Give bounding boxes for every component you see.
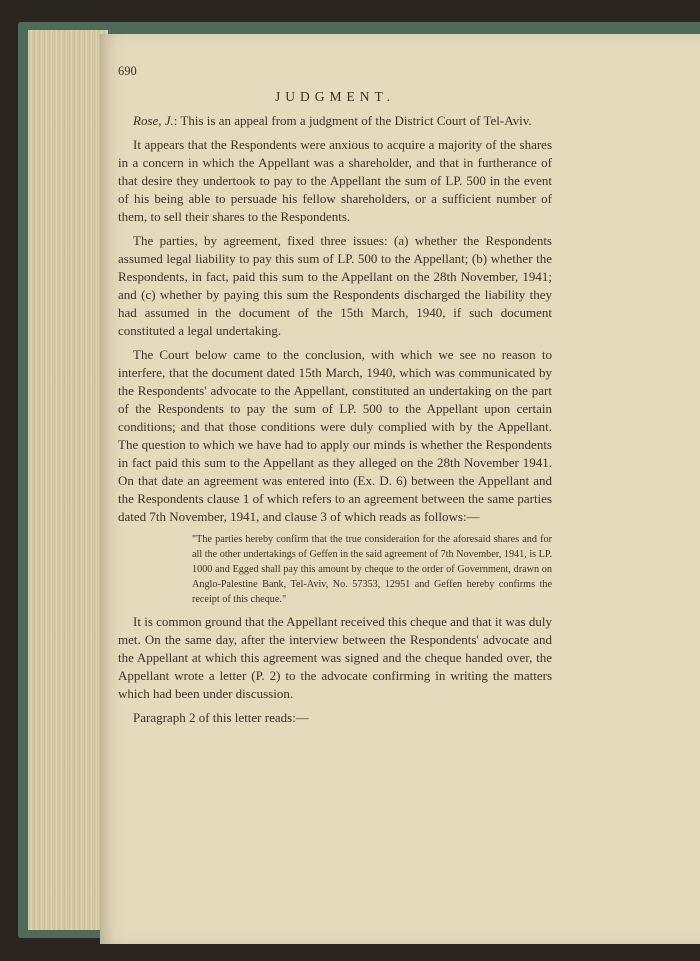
page-number: 690 xyxy=(118,64,137,78)
judge-name: Rose, J. xyxy=(133,113,174,128)
paragraph-5: It is common ground that the Appellant received this cheque and that it was duly met. On the same day, after the interview between the Respondents' advocate and the Appellant at which this agreement was signed and the cheque handed over, the Appellant wrote a letter (P. 2) to the advocate confirming in writing the matters which had been under discussion. xyxy=(118,614,552,701)
paragraph-3: The parties, by agreement, fixed three issues: (a) whether the Respondents assumed legal liability to pay this sum of LP. 500 to the Appellant; (b) whether the Respondents, in fact, paid this sum to the Appellant on the 28th November, 1941; and (c) whether by paying this sum the Respondents discharged the liability they had assumed in the document of the 15th March, 1940, if such document constituted a legal undertaking. xyxy=(118,233,552,338)
page-content xyxy=(118,62,552,733)
quoted-clause: "The parties hereby confirm that the true consideration for the aforesaid shares and for all the other undertakings of Geffen in the said agreement of 7th November, 1941, is LP. 1000 and Egged shall pay this amount by cheque to the order of Government, drawn on Anglo-Palestine Bank, Tel-Aviv, No. 57353, 12951 and Geffen hereby confirms the receipt of this cheque." xyxy=(192,534,552,605)
page-edges xyxy=(28,30,108,930)
paragraph-2: It appears that the Respondents were anxious to acquire a majority of the shares in a concern in which the Appellant was a shareholder, and that in furtherance of that desire they undertook to pay to the Appellant the sum of LP. 500 in the event of his being able to persuade his fellow shareholders, or a sufficient number of them, to sell their shares to the Respondents. xyxy=(118,137,552,224)
page-heading: JUDGMENT. xyxy=(274,89,396,104)
paragraph-6: Paragraph 2 of this letter reads:— xyxy=(133,710,309,725)
paragraph-1-text: : This is an appeal from a judgment of the District Court of Tel-Aviv. xyxy=(173,113,532,128)
paragraph-4: The Court below came to the conclusion, with which we see no reason to interfere, that the document dated 15th March, 1940, which was communicated by the Respondents' advocate to the Appellant, constituted an undertaking on the part of the Respondents to pay the sum of LP. 500 to the Appellant upon certain conditions; and that those conditions were duly complied with by the Appellant. The question to which we have had to apply our minds is whether the Respondents in fact paid this sum to the Appellant as they alleged on the 28th November 1941. On that date an agreement was entered into (Ex. D. 6) between the Appellant and the Respondents clause 1 of which refers to an agreement between the same parties dated 7th November, 1941, and clause 3 of which reads as follows:— xyxy=(118,347,552,524)
paragraph-1 xyxy=(118,112,552,130)
